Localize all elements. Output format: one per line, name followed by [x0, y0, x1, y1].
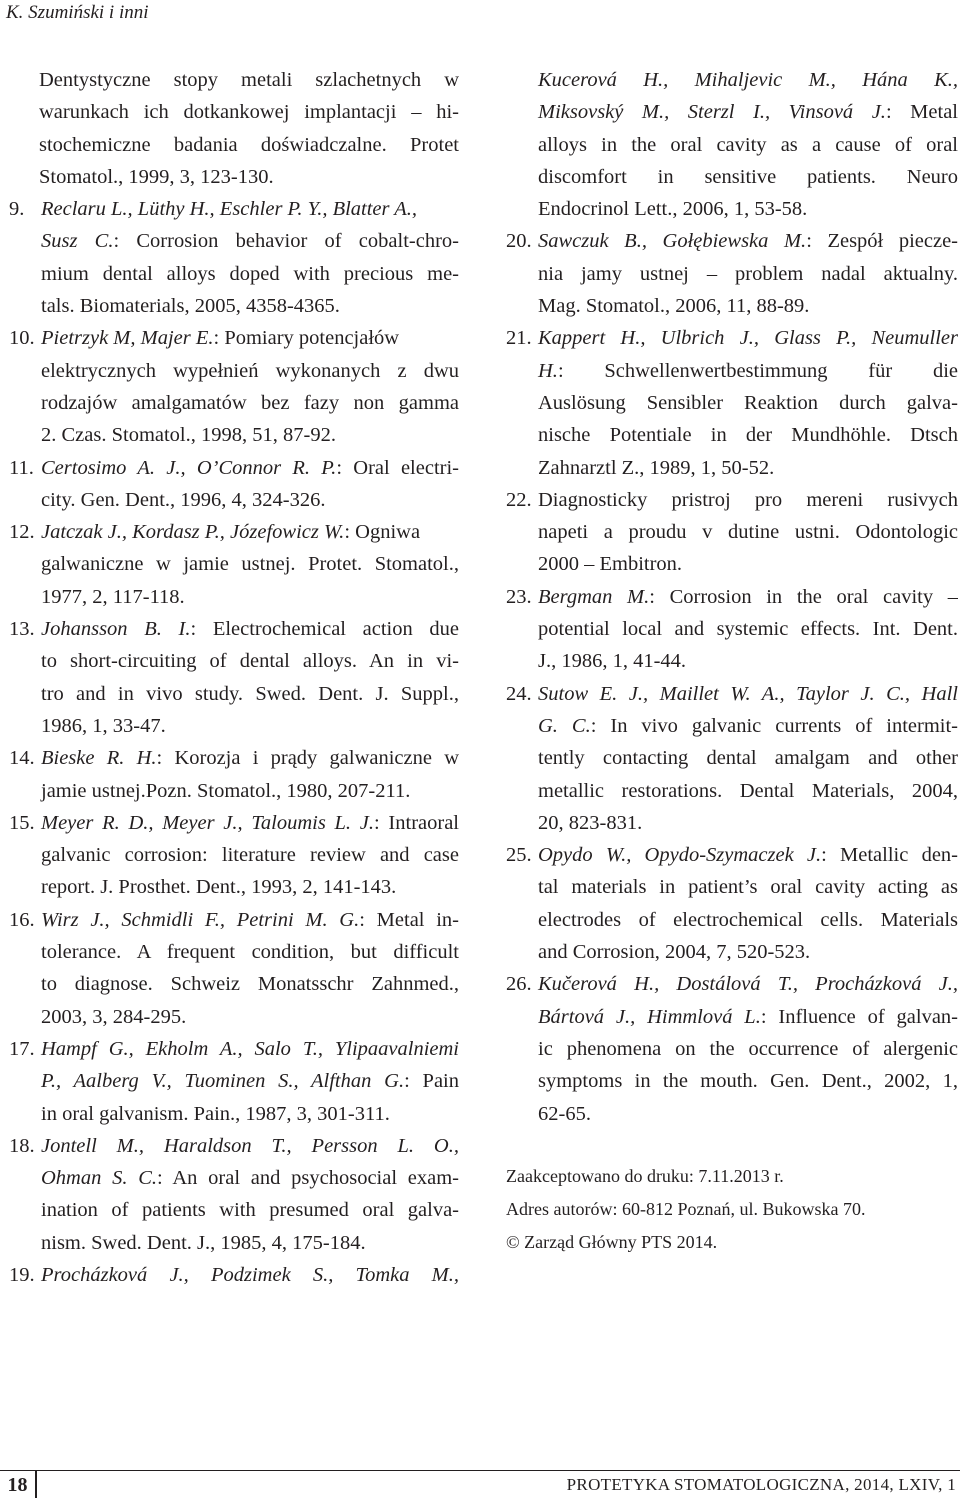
- reference-right-line: 26. Kučerová H., Dostálová T., Procházková J.,: [506, 973, 958, 996]
- reference-right-line: Auslösung Sensibler Reaktion durch galva-: [538, 391, 958, 414]
- reference-right-line: ic phenomena on the occurrence of alergenic: [538, 1037, 958, 1060]
- reference-left-line: galwaniczne w jamie ustnej. Protet. Stomatol.,: [41, 553, 459, 576]
- page-number-divider: [35, 1470, 37, 1498]
- reference-left-line: tro and in vivo study. Swed. Dent. J. Suppl.,: [41, 682, 459, 705]
- reference-left-line: 12. Jatczak J., Kordasz P., Józefowicz W.: Ogniwa: [9, 521, 421, 544]
- accepted-date: Zaakceptowano do druku: 7.11.2013 r.: [506, 1165, 784, 1186]
- reference-right-line: Mag. Stomatol., 2006, 11, 88-89.: [538, 295, 810, 318]
- reference-right-line: 25. Opydo W., Opydo-Szymaczek J.: Metallic den-: [506, 844, 958, 867]
- article-notes: [506, 1160, 958, 1259]
- references-left-column: [9, 64, 459, 1291]
- reference-right-line: discomfort in sensitive patients. Neuro: [538, 165, 958, 188]
- reference-right-line: 24. Sutow E. J., Maillet W. A., Taylor J. C., Hall: [506, 682, 958, 705]
- reference-right-line: 2000 – Embitron.: [538, 553, 683, 576]
- reference-left-line: 15. Meyer R. D., Meyer J., Taloumis L. J.: Intraoral: [9, 811, 459, 834]
- author-address: Adres autorów: 60-812 Poznań, ul. Bukowska 70.: [506, 1198, 866, 1219]
- reference-left-line: Ohman S. C.: An oral and psychosocial exam-: [41, 1167, 459, 1190]
- reference-left-line: 9. Reclaru L., Lüthy H., Eschler P. Y., Blatter A.,: [9, 198, 418, 221]
- reference-right-line: nische Potentiale in der Mundhöhle. Dtsch: [538, 424, 958, 447]
- reference-left-line: P., Aalberg V., Tuominen S., Alfthan G.: Pain: [41, 1070, 459, 1093]
- reference-right-line: alloys in the oral cavity as a cause of oral: [538, 133, 958, 156]
- reference-right-line: tal materials in patient’s oral cavity acting as: [538, 876, 958, 899]
- reference-right-line: J., 1986, 1, 41-44.: [538, 650, 687, 673]
- reference-left-line: Dentystyczne stopy metali szlachetnych w: [39, 69, 459, 91]
- reference-left-line: elektrycznych wypełnień wykonanych z dwu: [41, 359, 459, 382]
- reference-right-line: 21. Kappert H., Ulbrich J., Glass P., Neumuller: [506, 327, 958, 350]
- reference-left-line: Stomatol., 1999, 3, 123-130.: [39, 165, 274, 188]
- reference-right-line: nia jamy ustnej – problem nadal aktualny.: [538, 262, 958, 285]
- reference-left-line: to diagnose. Schweiz Monatsschr Zahnmed.,: [41, 973, 459, 996]
- reference-left-line: 16. Wirz J., Schmidli F., Petrini M. G.: Metal in-: [9, 908, 459, 931]
- reference-left-line: galvanic corrosion: literature review and case: [41, 844, 459, 867]
- reference-right-line: and Corrosion, 2004, 7, 520-523.: [538, 941, 811, 964]
- reference-left-line: tolerance. A frequent condition, but difficult: [41, 941, 459, 964]
- reference-right-line: H.: Schwellenwertbestimmung für die: [538, 359, 958, 382]
- reference-left-line: 2. Czas. Stomatol., 1998, 51, 87-92.: [41, 424, 336, 447]
- footer-rule: [0, 1470, 960, 1471]
- reference-right-line: Zahnarztl Z., 1989, 1, 50-52.: [538, 456, 775, 479]
- reference-left-line: 14. Bieske R. H.: Korozja i prądy galwaniczne w: [9, 747, 459, 770]
- reference-left-line: rodzajów amalgamatów bez fazy non gamma: [41, 391, 459, 414]
- references-right-column: [506, 64, 958, 1259]
- reference-left-line: mium dental alloys doped with precious me-: [41, 262, 459, 285]
- reference-left-line: 2003, 3, 284-295.: [41, 1005, 187, 1028]
- reference-left-line: to short-circuiting of dental alloys. An in vi-: [41, 650, 459, 673]
- reference-left-line: tals. Biomaterials, 2005, 4358-4365.: [41, 295, 340, 318]
- page-number: 18: [7, 1474, 28, 1496]
- journal-footer: PROTETYKA STOMATOLOGICZNA, 2014, LXIV, 1: [566, 1475, 956, 1494]
- reference-left-line: city. Gen. Dent., 1996, 4, 324-326.: [41, 488, 326, 511]
- reference-left-line: 19. Procházková J., Podzimek S., Tomka M.,: [9, 1263, 459, 1286]
- reference-left-line: 1977, 2, 117-118.: [41, 585, 185, 608]
- reference-left-line: Susz C.: Corrosion behavior of cobalt-chro-: [41, 230, 459, 253]
- reference-right-line: potential local and systemic effects. Int. Dent.: [538, 618, 958, 641]
- reference-right-line: electrodes of electrochemical cells. Materials: [538, 908, 958, 931]
- reference-right-line: Miksovský M., Sterzl I., Vinsová J.: Metal: [538, 101, 958, 124]
- reference-right-line: metallic restorations. Dental Materials, 2004,: [538, 779, 958, 802]
- reference-left-line: report. J. Prosthet. Dent., 1993, 2, 141-143.: [41, 876, 397, 899]
- reference-left-line: 1986, 1, 33-47.: [41, 714, 166, 737]
- reference-right-line: napeti a proudu v dutine ustni. Odontologic: [538, 521, 958, 544]
- reference-left-line: stochemiczne badania doświadczalne. Protet: [39, 133, 459, 156]
- reference-right-line: 20. Sawczuk B., Gołębiewska M.: Zespół piecze-: [506, 230, 958, 253]
- reference-right-line: 20, 823-831.: [538, 811, 643, 834]
- reference-left-line: 17. Hampf G., Ekholm A., Salo T., Ylipaavalniemi: [9, 1037, 459, 1060]
- running-head: K. Szumiński i inni: [6, 2, 149, 23]
- reference-right-line: 62-65.: [538, 1102, 591, 1125]
- reference-left-line: warunkach ich dotkankowej implantacji – hi-: [39, 101, 459, 124]
- reference-left-line: ination of patients with presumed oral galva-: [41, 1199, 459, 1222]
- reference-left-line: 11. Certosimo A. J., O’Connor R. P.: Oral electri-: [9, 456, 459, 479]
- reference-right-line: tently contacting dental amalgam and other: [538, 747, 958, 770]
- reference-right-line: Kucerová H., Mihaljevic M., Hána K.,: [538, 69, 958, 91]
- reference-right-line: G. C.: In vivo galvanic currents of intermit-: [538, 714, 958, 737]
- reference-left-line: 10. Pietrzyk M, Majer E.: Pomiary potencjałów: [9, 327, 400, 350]
- reference-right-line: Bártová J., Himmlová L.: Influence of galvan-: [538, 1005, 958, 1028]
- reference-left-line: nism. Swed. Dent. J., 1985, 4, 175-184.: [41, 1231, 366, 1254]
- reference-right-line: 23. Bergman M.: Corrosion in the oral cavity –: [506, 585, 958, 608]
- reference-right-line: Endocrinol Lett., 2006, 1, 53-58.: [538, 198, 808, 221]
- reference-right-line: 22. Diagnosticky pristroj pro mereni rusivych: [506, 488, 958, 511]
- reference-left-line: in oral galvanism. Pain., 1987, 3, 301-311.: [41, 1102, 390, 1125]
- reference-left-line: 13. Johansson B. I.: Electrochemical action due: [9, 618, 459, 641]
- reference-right-line: symptoms in the mouth. Gen. Dent., 2002, 1,: [538, 1070, 958, 1093]
- copyright-notice: © Zarząd Główny PTS 2014.: [506, 1231, 718, 1252]
- reference-left-line: jamie ustnej.Pozn. Stomatol., 1980, 207-211.: [41, 779, 411, 802]
- reference-left-line: 18. Jontell M., Haraldson T., Persson L. O.,: [9, 1134, 459, 1157]
